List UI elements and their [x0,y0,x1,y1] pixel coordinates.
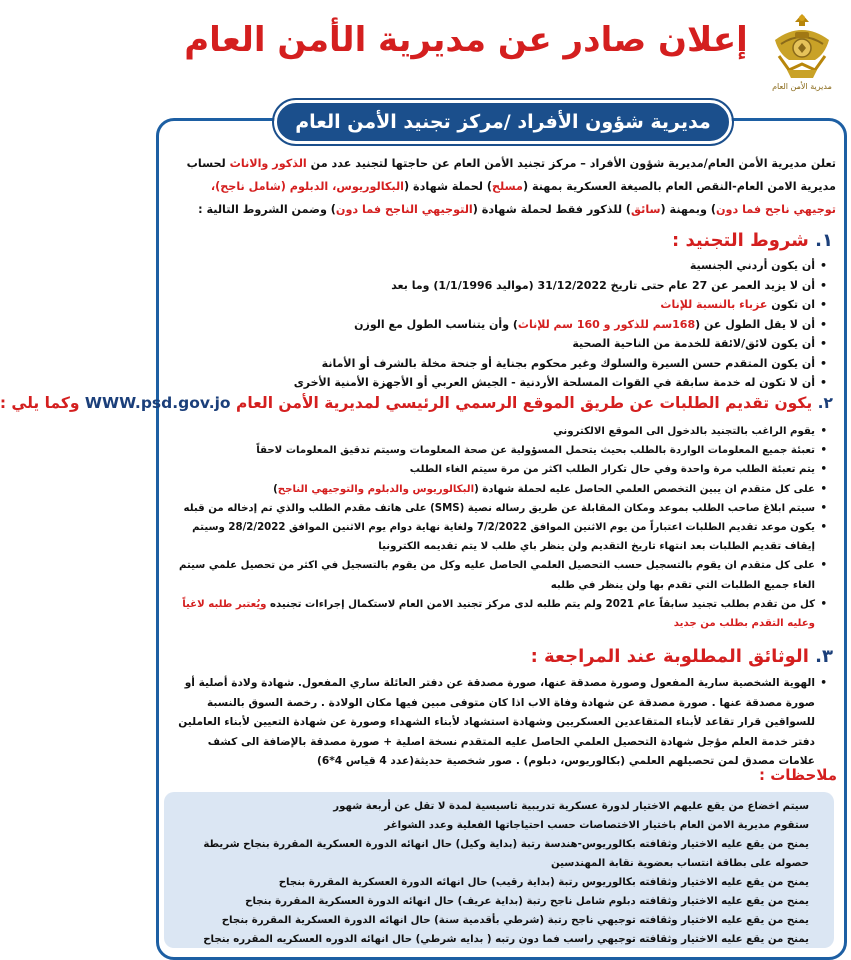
section-title: شروط التجنيد : [672,230,809,251]
list-item [187,373,827,393]
list-item [187,315,827,335]
list-item [177,441,827,460]
section-title: يكون تقديم الطلبات عن طريق الموقع الرسمي الرئيسي لمديرية الأمن العام [235,394,813,412]
intro-line-2 [166,175,836,198]
section-title: الوثائق المطلوبة عند المراجعة : [530,646,809,667]
item-text: أن لا يقل الطول عن ( [695,317,815,331]
intro-text: مديرية الامن العام-النقص العام بالصيغة العسكرية بمهنة ( [522,180,836,193]
list-item: صورة مصدقة عنها . صورة مصدقة عن شهادة وفاة الاب اذا كان متوفى مبين فيها مكان الولادة . رخصة السوق بالنسبة [206,696,815,709]
section-number: ٢. [817,394,833,412]
section-1-heading [672,230,833,251]
item-text: الغاء جميع الطلبات التي تقدم بها ولن ينظر في طلبه [550,579,815,591]
list-item [177,576,827,595]
list-item: حصوله على بطاقة انتساب بعضوية نقابة المهندسين [550,858,809,869]
item-text: ) وأن يتناسب الطول مع الوزن [354,317,518,331]
list-item: يمنح من يقع عليه الاختيار وثقافته بكالوريوس-هندسة رتبة (بداية وكيل) حال انهائه الدورة العسكرية المقررة بنجاح شريطة [203,839,809,850]
section-2-heading [0,394,833,412]
emblem-caption: مديرية الأمن العام [772,82,832,91]
intro-text: لحساب [186,157,230,170]
intro-highlight: البكالوريوس، الدبلوم (شامل ناجح)، [210,180,405,193]
list-item [177,518,827,537]
intro-line-1 [166,152,836,175]
list-item [187,354,827,374]
notes-heading: ملاحظات : [758,766,837,784]
enlistment-conditions-list [187,256,827,393]
list-item [187,334,827,354]
item-text: يتم تعبئة الطلب مرة واحدة وفي حال تكرار الطلب اكثر من مرة سيتم الغاء الطلب [409,464,815,476]
item-text: يكون موعد تقديم الطلبات اعتباراً من يوم الاثنين الموافق 7/2/2022 ولغاية نهاية دوام يوم الاثنين الموافق 28/2/2022 وسيتم [192,522,815,534]
intro-highlight: مسلح [491,180,523,193]
item-text: تعبئة جميع المعلومات الواردة بالطلب بحيث يتحمل المسؤولية عن صحة المعلومات وسيتم تدقيق المعلومات لاحقاً [256,445,815,457]
header [150,0,851,100]
section-title-tail: وكما يلي : [0,394,80,412]
intro-text: ) لحملة شهادة ( [404,180,492,193]
list-item [177,595,827,614]
list-item: يمنح من يقع عليه الاختيار وثقافته دبلوم شامل ناجح رتبة (بداية عريف) حال انهائه الدورة العسكرية المقررة بنجاح [245,896,809,907]
list-item [177,614,827,633]
list-item [187,295,827,315]
item-text: ) [273,483,278,495]
intro-text: ) للذكور فقط لحملة شهادة ( [472,203,632,216]
list-item [177,499,827,518]
list-item [177,537,827,556]
item-text: أن لا تكون له خدمة سابقة في القوات المسلحة الأردنية - الجيش العربي أو الأجهزة الأمنية الأخرى [293,376,815,389]
list-item: يمنح من يقع عليه الاختيار وثقافته توجيهي ناجح رتبة (شرطي بأقدمية سنة) حال انهائه الدورة العسكرية المقررة بنجاح [221,915,809,926]
list-item: للسواقين قرار تقاعد لأبناء المتقاعدين العسكريين وشهادة استشهاد لأبناء الشهداء وصورة عن شهادة التعيين لأبناء العاملين [178,716,815,728]
list-item: سيتم اخضاع من يقع عليهم الاختيار لدورة عسكرية تدريبية تاسيسية لمدة لا تقل عن أربعة شهور [333,801,809,812]
application-steps-list [177,422,827,633]
intro-text: ) وبمهنة ( [660,203,716,216]
intro-highlight: سائق [631,203,661,216]
section-number: ٣. [815,646,833,667]
page-title: إعلان صادر عن مديرية الأمن العام [184,20,748,60]
list-item [187,276,827,296]
highlight-text: البكالوريوس والدبلوم والتوجيهي الناجح [277,483,475,495]
item-text: أن يكون أردني الجنسية [689,259,815,272]
intro-highlight: التوجيهي الناجح فما دون [335,203,473,216]
intro-text: ) وضمن الشروط التالية : [198,203,336,216]
intro-text: تعلن مديرية الأمن العام/مديرية شؤون الأفراد – مركز تجنيد الأمن العام عن حاجتها لتجنيد عدد من [306,157,836,170]
list-item [177,556,827,575]
list-item: ستقوم مديرية الامن العام باختيار الاختصاصات حسب احتياجاتها الفعلية وعدد الشواغر [384,820,809,831]
list-item: دفتر خدمة العلم مؤجل شهادة التحصيل العلمي الحاصل عليه المتقدم نسخة اصلية + صورة مصدقة بالإضافة الى كشف [207,735,815,748]
list-item: يمنح من يقع عليه الاختيار وثقافته توجيهي راسب فما دون رتبه ( بدايه شرطي) حال انهائه الدوره العسكريه المقرره بنجاح [203,934,809,945]
list-item: يمنح من يقع عليه الاختيار وثقافته بكالوريوس رتبة (بداية رقيب) حال انهائه الدورة العسكرية المقررة بنجاح [278,877,809,888]
item-text: سيتم ابلاغ صاحب الطلب بموعد ومكان المقابلة عن طريق رساله نصية (SMS) على هاتف مقدم الطلب والذي تم إدخاله من قبله [183,502,815,514]
website-link[interactable]: WWW.psd.gov.jo [84,394,231,412]
section-3-heading [531,646,833,667]
list-item: علامات مصدق لمن تحصيلهم العلمي (بكالوريوس، دبلوم) . صور شخصية حديثة(عدد 4 قياس 4*6) [316,755,815,767]
item-text: كل من تقدم بطلب تجنيد سابقاً عام 2021 ولم يتم طلبه لدى مركز تجنيد الامن العام لاستكمال إجراءات تجنيده [266,598,815,610]
item-text: أن يكون لائق/لائقة للخدمة من الناحية الصحية [572,337,815,350]
item-text: على كل متقدم ان يبين التخصص العلمي الحاصل عليه لحملة شهادة ( [474,483,815,495]
item-text: أن لا يزيد العمر عن 27 عام حتى تاريخ 31/12/2022 (مواليد 1/1/1996) وما بعد [391,278,815,292]
list-item [177,480,827,499]
department-banner: مديرية شؤون الأفراد /مركز تجنيد الأمن العام [274,100,732,144]
highlight-text: ويُعتبر طلبه لاغياً [182,598,267,610]
highlight-text: 168سم للذكور و 160 سم للإناث [517,317,696,331]
intro-highlight: توجيهي ناجح فما دون [715,203,836,216]
item-text: ان تكون [767,298,815,311]
list-item [177,422,827,441]
required-documents-list [177,674,827,772]
highlight-text: عزباء بالنسبة للإناث [660,298,768,311]
list-item [187,256,827,276]
list-item [177,460,827,479]
item-text: على كل متقدم ان يقوم بالتسجيل حسب التحصيل العلمي الحاصل عليه وكل من يقوم بالتسجيل في اكثر من تحصيل علمي سيتم [179,560,815,572]
section-number: ١. [815,230,833,251]
intro-line-3 [166,198,836,221]
item-text: أن يكون المتقدم حسن السيرة والسلوك وغير محكوم بجناية أو جنحة مخلة بالشرف أو الأمانة [321,356,815,370]
intro-highlight: الذكور والاناث [229,157,307,170]
notes-list [181,797,821,949]
item-text: يقوم الراغب بالتجنيد بالدخول الى الموقع الالكتروني [553,426,815,437]
list-item: • الهوية الشخصية سارية المفعول وصورة مصدقة عنها، صورة مصدقة عن دفتر العائلة ساري المفعول. شهادة ولادة أصلية أو [177,674,827,694]
highlight-text: وعليه التقدم بطلب من جديد [673,618,815,630]
item-text: إيقاف تقديم الطلبات بعد انتهاء تاريخ التقديم ولن ينظر باي طلب لا يتم تقديمه الكترونيا [378,541,815,553]
